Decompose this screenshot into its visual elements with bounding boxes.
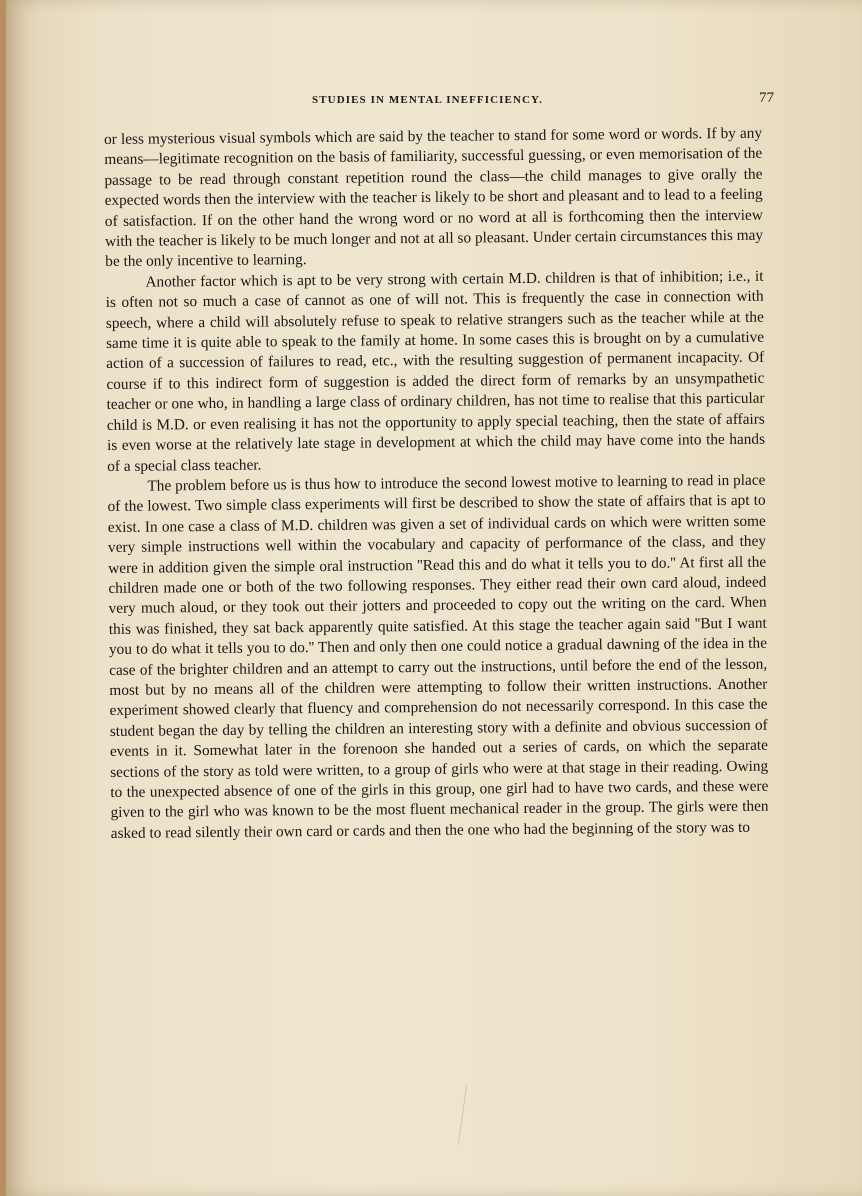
paragraph-inhibition: Another factor which is apt to be very strong with certain M.D. children is that of inhibition; i.e., it is often not so much a case of cannot as one of will not. This is frequently the case in connection with speech, where a child will absolutely refuse to speak to relative strangers such as the teacher while at the same time it is quite able to speak to the family at home. In some cases this is brought on by a cumulative action of a succession of failures to read, etc., with the resulting suggestion of permanent incapacity. Of course if to this indirect form of suggestion is added the direct form of remarks by an unsympathetic teacher or one who, in handling a large class of ordinary children, has not time to realise that this particular child is M.D. or even realising it has not the opportunity to apply special teaching, then the state of affairs is even worse at the relatively late stage in development at which the child may have come into the hands of a special class teacher. bbox=[105, 267, 766, 475]
body-text bbox=[104, 124, 769, 845]
page-header bbox=[312, 90, 782, 110]
paragraph-continuation: or less mysterious visual symbols which are said by the teacher to stand for some word or words. If by any means—legitimate recognition on the basis of familiarity, successful guessing, or even memorisation of the passage to be read through constant repetition round the class—the child manages to give orally the expected words then the interview with the teacher is likely to be short and pleasant and to lead to a feeling of satisfaction. If on the other hand the wrong word or no word at all is forthcoming then the interview with the teacher is likely to be much longer and not at all so pleasant. Under certain circumstances this may be the only incentive to learning. bbox=[104, 124, 764, 271]
running-head: STUDIES IN MENTAL INEFFICIENCY. bbox=[312, 94, 543, 106]
paragraph-problem: The problem before us is thus how to introduce the second lowest motive to learning to read in place of the lowest. Two simple class experiments will first be described to show the state of affairs that is apt to exist. In one case a class of M.D. children was given a set of individual cards on which were written some very simple instructions well within the vocabulary and capacity of performance of the class, and they were in addition given the simple oral instruction ''Read this and do what it tells you to do.'' At first all the children made one or both of the two following responses. They either read their own card aloud, indeed very much aloud, or they took out their jotters and proceeded to copy out the writing on the card. When this was finished, they sat back apparently quite satisfied. At this stage the teacher again said ''But I want you to do what it tells you to do.'' Then and only then one could notice a gradual dawning of the idea in the case of the brighter children and an attempt to carry out the instructions, until before the end of the lesson, most but by no means all of the children were attempting to follow their written instructions. Another experiment showed clearly that fluency and comprehension do not necessarily correspond. In this case the student began the day by telling the children an interesting story with a definite and obvious succession of events in it. Somewhat later in the forenoon she handed out a series of cards, on which the separate sections of the story as told were written, to a group of girls who were at that stage in their reading. Owing to the unexpected absence of one of the girls in this group, one girl had to have two cards, and these were given to the girl who was known to be the most fluent mechanical reader in the group. The girls were then asked to read silently their own card or cards and then the one who had the beginning of the story was to bbox=[107, 471, 769, 842]
page-number: 77 bbox=[759, 90, 774, 106]
